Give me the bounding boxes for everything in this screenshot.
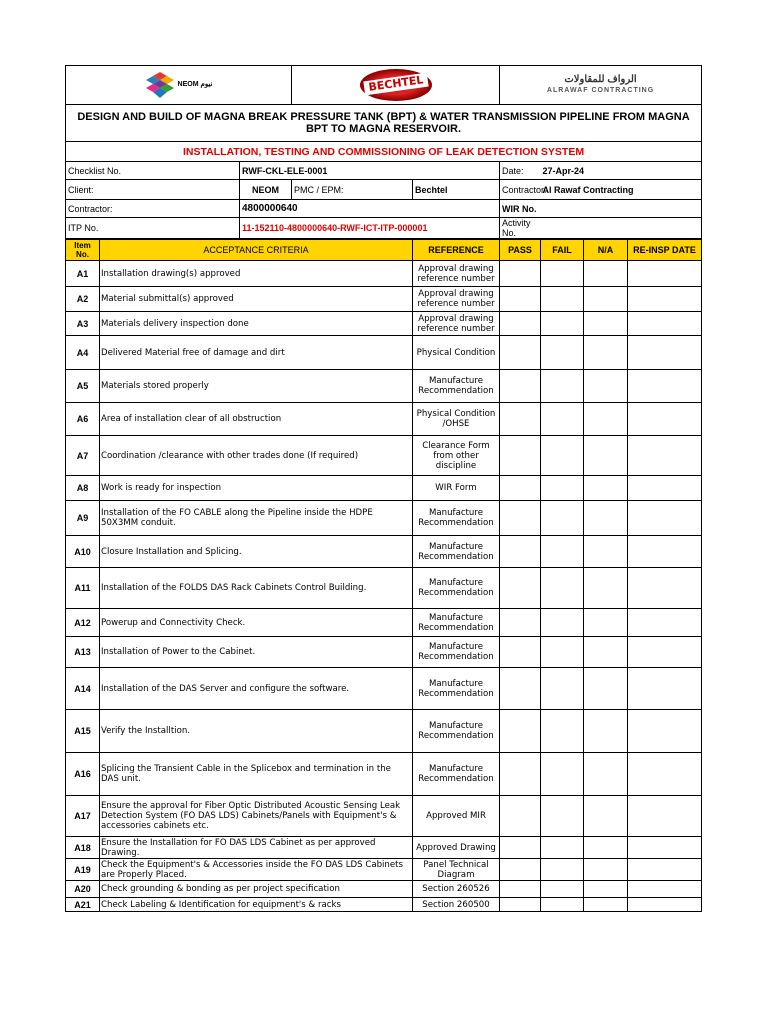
checklist-row bbox=[66, 536, 702, 568]
na-cell[interactable] bbox=[584, 668, 628, 710]
checklist-row bbox=[66, 796, 702, 837]
fail-cell[interactable] bbox=[541, 859, 584, 881]
wir-label: WIR No. bbox=[500, 200, 541, 218]
acceptance-criteria: Check grounding & bonding as per project specification bbox=[100, 881, 413, 898]
pass-cell[interactable] bbox=[500, 637, 541, 668]
checklist-row bbox=[66, 287, 702, 312]
checklist-row bbox=[66, 859, 702, 881]
checklist-row bbox=[66, 336, 702, 370]
item-no: A6 bbox=[66, 403, 100, 436]
item-no: A14 bbox=[66, 668, 100, 710]
checklist-row bbox=[66, 476, 702, 501]
na-cell[interactable] bbox=[584, 312, 628, 336]
pmc-value: Bechtel bbox=[413, 180, 500, 200]
pass-cell[interactable] bbox=[500, 403, 541, 436]
reinsp-date-cell[interactable] bbox=[628, 568, 702, 609]
acceptance-criteria: Closure Installation and Splicing. bbox=[100, 536, 413, 568]
info-row-checklist bbox=[66, 162, 702, 180]
header-pass: PASS bbox=[500, 240, 541, 261]
reference: Section 260526 bbox=[413, 881, 500, 898]
checklist-row bbox=[66, 568, 702, 609]
checklist-row bbox=[66, 501, 702, 536]
contractor2-value: 4800000640 bbox=[240, 200, 500, 218]
acceptance-criteria: Materials delivery inspection done bbox=[100, 312, 413, 336]
checklist-title: INSTALLATION, TESTING AND COMMISSIONING OF LEAK DETECTION SYSTEM bbox=[66, 142, 702, 162]
checklist-row bbox=[66, 753, 702, 796]
fail-cell[interactable] bbox=[541, 609, 584, 637]
na-cell[interactable] bbox=[584, 609, 628, 637]
fail-cell[interactable] bbox=[541, 336, 584, 370]
acceptance-criteria: Check the Equipment's & Accessories inside the FO DAS LDS Cabinets are Properly Placed. bbox=[100, 859, 413, 881]
reference: Manufacture Recommendation bbox=[413, 609, 500, 637]
reference: Manufacture Recommendation bbox=[413, 637, 500, 668]
reference: Clearance Form from other discipline bbox=[413, 436, 500, 476]
reference: Approved MIR bbox=[413, 796, 500, 837]
project-title: DESIGN AND BUILD OF MAGNA BREAK PRESSURE TANK (BPT) & WATER TRANSMISSION PIPELINE FROM MAGNA BPT TO MAGNA RESERVOIR. bbox=[66, 105, 702, 142]
reference: Manufacture Recommendation bbox=[413, 710, 500, 753]
pass-cell[interactable] bbox=[500, 536, 541, 568]
acceptance-criteria: Ensure the Installation for FO DAS LDS Cabinet as per approved Drawing. bbox=[100, 837, 413, 859]
fail-cell[interactable] bbox=[541, 568, 584, 609]
pass-cell[interactable] bbox=[500, 261, 541, 287]
checklist-row bbox=[66, 881, 702, 898]
na-cell[interactable] bbox=[584, 837, 628, 859]
reinsp-date-cell[interactable] bbox=[628, 837, 702, 859]
reinsp-date-cell[interactable] bbox=[628, 710, 702, 753]
item-no: A5 bbox=[66, 370, 100, 403]
pass-cell[interactable] bbox=[500, 753, 541, 796]
neom-logo-cell bbox=[66, 66, 292, 105]
fail-cell[interactable] bbox=[541, 837, 584, 859]
client-value: NEOM bbox=[240, 180, 292, 200]
na-cell[interactable] bbox=[584, 753, 628, 796]
reference: Panel Technical Diagram bbox=[413, 859, 500, 881]
checklist-sheet bbox=[65, 65, 701, 912]
pass-cell[interactable] bbox=[500, 476, 541, 501]
reinsp-date-cell[interactable] bbox=[628, 753, 702, 796]
fail-cell[interactable] bbox=[541, 370, 584, 403]
reference: Manufacture Recommendation bbox=[413, 501, 500, 536]
neom-emblem-icon bbox=[145, 71, 175, 99]
checklist-row bbox=[66, 312, 702, 336]
item-no: A15 bbox=[66, 710, 100, 753]
reinsp-date-cell[interactable] bbox=[628, 287, 702, 312]
acceptance-criteria: Coordination /clearance with other trades done (If required) bbox=[100, 436, 413, 476]
logo-row bbox=[66, 66, 702, 105]
fail-cell[interactable] bbox=[541, 403, 584, 436]
checklist-title-row bbox=[66, 142, 702, 162]
reference: Approval drawing reference number bbox=[413, 312, 500, 336]
reference: Approved Drawing bbox=[413, 837, 500, 859]
na-cell[interactable] bbox=[584, 881, 628, 898]
reference: Manufacture Recommendation bbox=[413, 370, 500, 403]
checklist-row bbox=[66, 637, 702, 668]
na-cell[interactable] bbox=[584, 637, 628, 668]
fail-cell[interactable] bbox=[541, 710, 584, 753]
pass-cell[interactable] bbox=[500, 287, 541, 312]
item-no: A9 bbox=[66, 501, 100, 536]
reinsp-date-cell[interactable] bbox=[628, 403, 702, 436]
acceptance-criteria: Installation of Power to the Cabinet. bbox=[100, 637, 413, 668]
na-cell[interactable] bbox=[584, 536, 628, 568]
wir-value bbox=[541, 200, 702, 218]
checklist-row bbox=[66, 261, 702, 287]
reference: Physical Condition bbox=[413, 336, 500, 370]
fail-cell[interactable] bbox=[541, 637, 584, 668]
pass-cell[interactable] bbox=[500, 370, 541, 403]
reinsp-date-cell[interactable] bbox=[628, 898, 702, 912]
reinsp-date-cell[interactable] bbox=[628, 881, 702, 898]
reference: Approval drawing reference number bbox=[413, 261, 500, 287]
reinsp-date-cell[interactable] bbox=[628, 609, 702, 637]
na-cell[interactable] bbox=[584, 261, 628, 287]
pass-cell[interactable] bbox=[500, 312, 541, 336]
checklist-row bbox=[66, 668, 702, 710]
fail-cell[interactable] bbox=[541, 753, 584, 796]
acceptance-criteria: Installation drawing(s) approved bbox=[100, 261, 413, 287]
fail-cell[interactable] bbox=[541, 287, 584, 312]
pass-cell[interactable] bbox=[500, 710, 541, 753]
checklist-row bbox=[66, 436, 702, 476]
contractor-value: Al Rawaf Contracting bbox=[541, 180, 702, 200]
reinsp-date-cell[interactable] bbox=[628, 312, 702, 336]
item-no: A13 bbox=[66, 637, 100, 668]
reinsp-date-cell[interactable] bbox=[628, 796, 702, 837]
reinsp-date-cell[interactable] bbox=[628, 261, 702, 287]
pass-cell[interactable] bbox=[500, 859, 541, 881]
item-no: A18 bbox=[66, 837, 100, 859]
fail-cell[interactable] bbox=[541, 476, 584, 501]
date-label: Date: bbox=[500, 162, 541, 180]
reinsp-date-cell[interactable] bbox=[628, 536, 702, 568]
itp-label: ITP No. bbox=[66, 218, 240, 239]
reinsp-date-cell[interactable] bbox=[628, 859, 702, 881]
reference: Manufacture Recommendation bbox=[413, 753, 500, 796]
fail-cell[interactable] bbox=[541, 536, 584, 568]
client-label: Client: bbox=[66, 180, 240, 200]
checklist-value: RWF-CKL-ELE-0001 bbox=[240, 162, 500, 180]
pass-cell[interactable] bbox=[500, 336, 541, 370]
acceptance-criteria: Installation of the DAS Server and configure the software. bbox=[100, 668, 413, 710]
na-cell[interactable] bbox=[584, 898, 628, 912]
reinsp-date-cell[interactable] bbox=[628, 668, 702, 710]
acceptance-criteria: Splicing the Transient Cable in the Splicebox and termination in the DAS unit. bbox=[100, 753, 413, 796]
fail-cell[interactable] bbox=[541, 436, 584, 476]
bechtel-logo: BECHTEL bbox=[360, 69, 432, 101]
info-row-client bbox=[66, 180, 702, 200]
acceptance-criteria: Installation of the FOLDS DAS Rack Cabinets Control Building. bbox=[100, 568, 413, 609]
na-cell[interactable] bbox=[584, 336, 628, 370]
reference: Approval drawing reference number bbox=[413, 287, 500, 312]
na-cell[interactable] bbox=[584, 436, 628, 476]
pass-cell[interactable] bbox=[500, 881, 541, 898]
checklist-row bbox=[66, 710, 702, 753]
bechtel-logo-cell bbox=[292, 66, 500, 105]
neom-logo bbox=[145, 71, 213, 99]
criteria-body bbox=[66, 261, 702, 912]
checklist-label: Checklist No. bbox=[66, 162, 240, 180]
reinsp-date-cell[interactable] bbox=[628, 370, 702, 403]
item-no: A10 bbox=[66, 536, 100, 568]
item-no: A4 bbox=[66, 336, 100, 370]
neom-logo-text: NEOM نيوم bbox=[177, 81, 213, 88]
header-item: Item No. bbox=[66, 240, 100, 261]
reference: Section 260500 bbox=[413, 898, 500, 912]
item-no: A20 bbox=[66, 881, 100, 898]
header-reference: REFERENCE bbox=[413, 240, 500, 261]
checklist-row bbox=[66, 837, 702, 859]
criteria-header-row bbox=[66, 240, 702, 261]
fail-cell[interactable] bbox=[541, 898, 584, 912]
checklist-row bbox=[66, 609, 702, 637]
item-no: A2 bbox=[66, 287, 100, 312]
project-title-row bbox=[66, 105, 702, 142]
na-cell[interactable] bbox=[584, 370, 628, 403]
item-no: A21 bbox=[66, 898, 100, 912]
header-table bbox=[65, 65, 702, 239]
fail-cell[interactable] bbox=[541, 501, 584, 536]
checklist-row bbox=[66, 370, 702, 403]
activity-value bbox=[541, 218, 702, 239]
item-no: A17 bbox=[66, 796, 100, 837]
reference: Physical Condition /OHSE bbox=[413, 403, 500, 436]
criteria-table bbox=[65, 239, 702, 912]
contractor2-label: Contractor: bbox=[66, 200, 240, 218]
reference: Manufacture Recommendation bbox=[413, 668, 500, 710]
na-cell[interactable] bbox=[584, 568, 628, 609]
fail-cell[interactable] bbox=[541, 881, 584, 898]
item-no: A19 bbox=[66, 859, 100, 881]
pass-cell[interactable] bbox=[500, 568, 541, 609]
reinsp-date-cell[interactable] bbox=[628, 637, 702, 668]
pass-cell[interactable] bbox=[500, 668, 541, 710]
date-value: 27-Apr-24 bbox=[541, 162, 702, 180]
activity-label: Activity No. bbox=[500, 218, 541, 239]
na-cell[interactable] bbox=[584, 859, 628, 881]
acceptance-criteria: Material submittal(s) approved bbox=[100, 287, 413, 312]
reference: Manufacture Recommendation bbox=[413, 536, 500, 568]
item-no: A16 bbox=[66, 753, 100, 796]
acceptance-criteria: Check Labeling & Identification for equipment's & racks bbox=[100, 898, 413, 912]
pass-cell[interactable] bbox=[500, 501, 541, 536]
contractor-label: Contractor: bbox=[500, 180, 541, 200]
pass-cell[interactable] bbox=[500, 436, 541, 476]
header-reinsp-date: RE-INSP DATE bbox=[628, 240, 702, 261]
alrawaf-logo: الرواف للمقاولات ALRAWAF CONTRACTING bbox=[515, 68, 687, 102]
itp-value: 11-152110-4800000640-RWF-ICT-ITP-000001 bbox=[240, 218, 500, 239]
pass-cell[interactable] bbox=[500, 609, 541, 637]
acceptance-criteria: Delivered Material free of damage and dirt bbox=[100, 336, 413, 370]
acceptance-criteria: Work is ready for inspection bbox=[100, 476, 413, 501]
fail-cell[interactable] bbox=[541, 796, 584, 837]
na-cell[interactable] bbox=[584, 710, 628, 753]
acceptance-criteria: Verify the Installtion. bbox=[100, 710, 413, 753]
pass-cell[interactable] bbox=[500, 898, 541, 912]
reinsp-date-cell[interactable] bbox=[628, 501, 702, 536]
info-row-itp bbox=[66, 218, 702, 239]
na-cell[interactable] bbox=[584, 501, 628, 536]
item-no: A8 bbox=[66, 476, 100, 501]
fail-cell[interactable] bbox=[541, 668, 584, 710]
item-no: A12 bbox=[66, 609, 100, 637]
acceptance-criteria: Materials stored properly bbox=[100, 370, 413, 403]
na-cell[interactable] bbox=[584, 476, 628, 501]
reference: WIR Form bbox=[413, 476, 500, 501]
na-cell[interactable] bbox=[584, 796, 628, 837]
header-criteria: ACCEPTANCE CRITERIA bbox=[100, 240, 413, 261]
header-na: N/A bbox=[584, 240, 628, 261]
item-no: A11 bbox=[66, 568, 100, 609]
acceptance-criteria: Powerup and Connectivity Check. bbox=[100, 609, 413, 637]
acceptance-criteria: Area of installation clear of all obstruction bbox=[100, 403, 413, 436]
na-cell[interactable] bbox=[584, 403, 628, 436]
pass-cell[interactable] bbox=[500, 837, 541, 859]
checklist-row bbox=[66, 898, 702, 912]
na-cell[interactable] bbox=[584, 287, 628, 312]
pass-cell[interactable] bbox=[500, 796, 541, 837]
item-no: A7 bbox=[66, 436, 100, 476]
reference: Manufacture Recommendation bbox=[413, 568, 500, 609]
acceptance-criteria: Installation of the FO CABLE along the Pipeline inside the HDPE 50X3MM conduit. bbox=[100, 501, 413, 536]
item-no: A3 bbox=[66, 312, 100, 336]
fail-cell[interactable] bbox=[541, 312, 584, 336]
reinsp-date-cell[interactable] bbox=[628, 336, 702, 370]
checklist-row bbox=[66, 403, 702, 436]
reinsp-date-cell[interactable] bbox=[628, 476, 702, 501]
reinsp-date-cell[interactable] bbox=[628, 436, 702, 476]
acceptance-criteria: Ensure the approval for Fiber Optic Distributed Acoustic Sensing Leak Detection System (FO DAS LDS) Cabinets/Panels with Equipment's & accessories cabinets etc. bbox=[100, 796, 413, 837]
item-no: A1 bbox=[66, 261, 100, 287]
alrawaf-logo-cell bbox=[500, 66, 702, 105]
pmc-label: PMC / EPM: bbox=[292, 180, 413, 200]
fail-cell[interactable] bbox=[541, 261, 584, 287]
header-fail: FAIL bbox=[541, 240, 584, 261]
info-row-contractor bbox=[66, 200, 702, 218]
